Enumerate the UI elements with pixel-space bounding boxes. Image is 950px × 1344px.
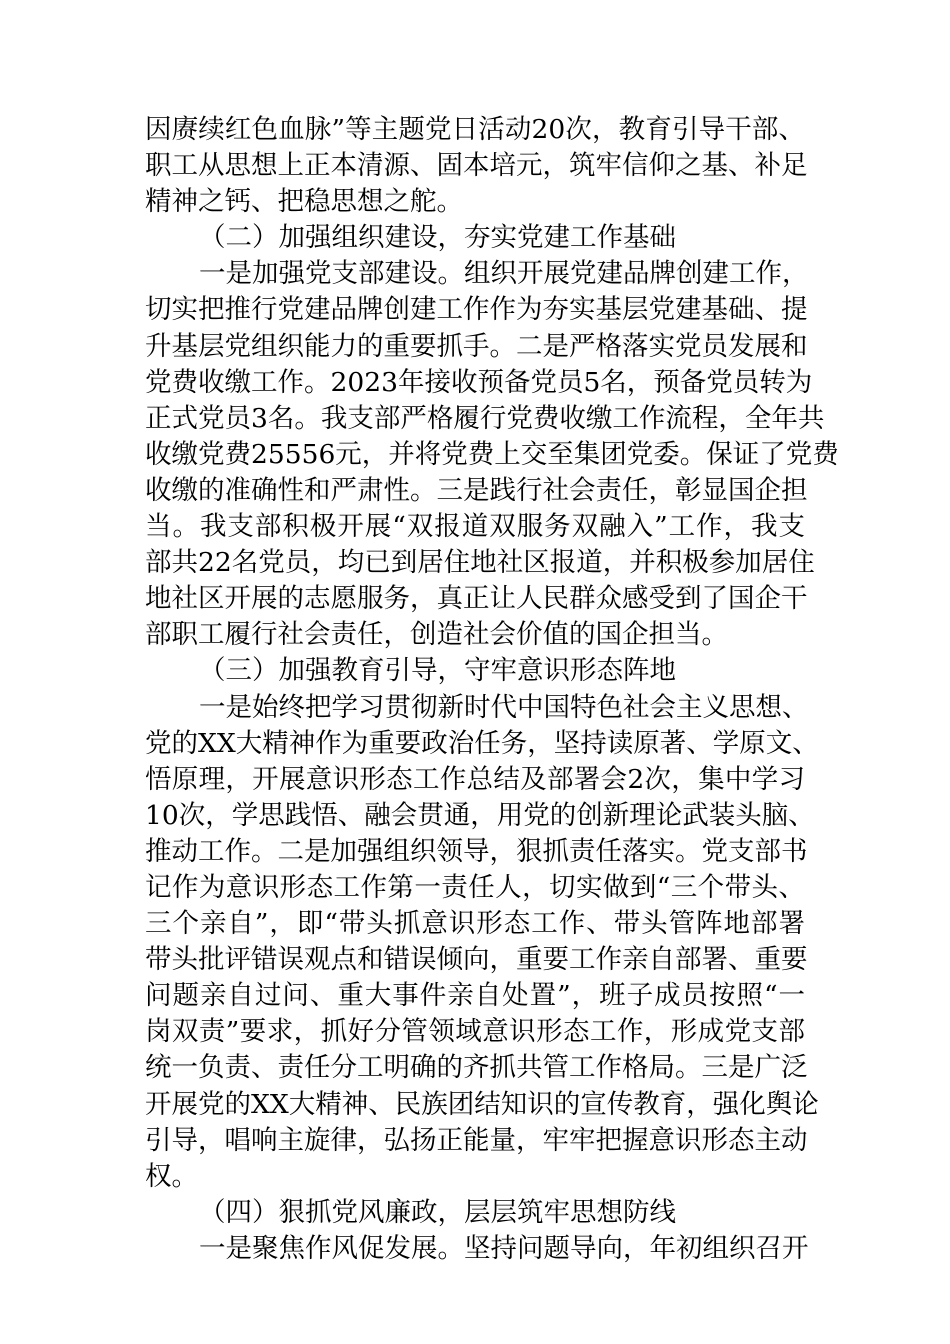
text-line: 10次，学思践悟、融会贯通，用党的创新理论武装头脑、 [145,799,815,831]
text-line: 职工从思想上正本清源、固本培元，筑牢信仰之基、补足 [145,150,808,182]
paragraph [145,112,808,220]
text-line: 统一负责、责任分工明确的齐抓共管工作格局。三是广泛 [145,1052,808,1084]
text-line: 岗双责”要求，抓好分管领域意识形态工作，形成党支部 [145,1016,805,1048]
text-line: 收缴党费25556元，并将党费上交至集团党委。保证了党费 [145,438,839,470]
text-line: 记作为意识形态工作第一责任人，切实做到“三个带头、 [145,871,805,903]
text-line: 一是聚焦作风促发展。坚持问题导向，年初组织召开 [199,1232,809,1264]
text-line: 悟原理，开展意识形态工作总结及部署会2次，集中学习 [145,763,805,795]
text-line: 收缴的准确性和严肃性。三是践行社会责任，彰显国企担 [145,474,808,506]
text-line: 部共22名党员，均已到居住地社区报道，并积极参加居住 [145,547,815,579]
text-line: 精神之钙、把稳思想之舵。 [145,186,463,218]
text-line: 地社区开展的志愿服务，真正让人民群众感受到了国企干 [145,583,808,615]
text-line: 党的XX大精神作为重要政治任务，坚持读原著、学原文、 [145,727,819,759]
text-line: 正式党员3名。我支部严格履行党费收缴工作流程，全年共 [145,402,825,434]
section-heading [145,1195,805,1231]
paragraph [145,256,839,653]
text-line: 问题亲自过问、重大事件亲自处置”，班子成员按照“一 [145,980,805,1012]
section-heading [145,653,805,689]
section-heading [145,220,805,256]
paragraph [145,690,819,1195]
section-heading-text: （四）狠抓党风廉政，层层筑牢思想防线 [199,1196,676,1228]
section-heading-text: （三）加强教育引导，守牢意识形态阵地 [199,655,676,687]
text-line: 引导，唱响主旋律，弘扬正能量，牢牢把握意识形态主动 [145,1124,808,1156]
document-body [145,112,839,1267]
text-line: 推动工作。二是加强组织领导，狠抓责任落实。党支部书 [145,835,808,867]
text-line: 部职工履行社会责任，创造社会价值的国企担当。 [145,619,728,651]
text-line: 开展党的XX大精神、民族团结知识的宣传教育，强化舆论 [145,1088,819,1120]
paragraph [145,1231,809,1267]
text-line: 因赓续红色血脉”等主题党日活动20次，教育引导干部、 [145,114,805,145]
text-line: 党费收缴工作。2023年接收预备党员5名，预备党员转为 [145,366,813,398]
section-heading-text: （二）加强组织建设，夯实党建工作基础 [199,222,676,254]
text-line: 一是加强党支部建设。组织开展党建品牌创建工作， [199,258,809,290]
text-line: 一是始终把学习贯彻新时代中国特色社会主义思想、 [199,691,809,723]
text-line: 当。我支部积极开展“双报道双服务双融入”工作，我支 [145,511,805,543]
text-line: 权。 [145,1160,198,1192]
text-line: 切实把推行党建品牌创建工作作为夯实基层党建基础、提 [145,294,808,326]
text-line: 带头批评错误观点和错误倾向，重要工作亲自部署、重要 [145,944,808,976]
text-line: 升基层党组织能力的重要抓手。二是严格落实党员发展和 [145,330,808,362]
text-line: 三个亲自”，即“带头抓意识形态工作、带头管阵地部署 [145,908,805,940]
